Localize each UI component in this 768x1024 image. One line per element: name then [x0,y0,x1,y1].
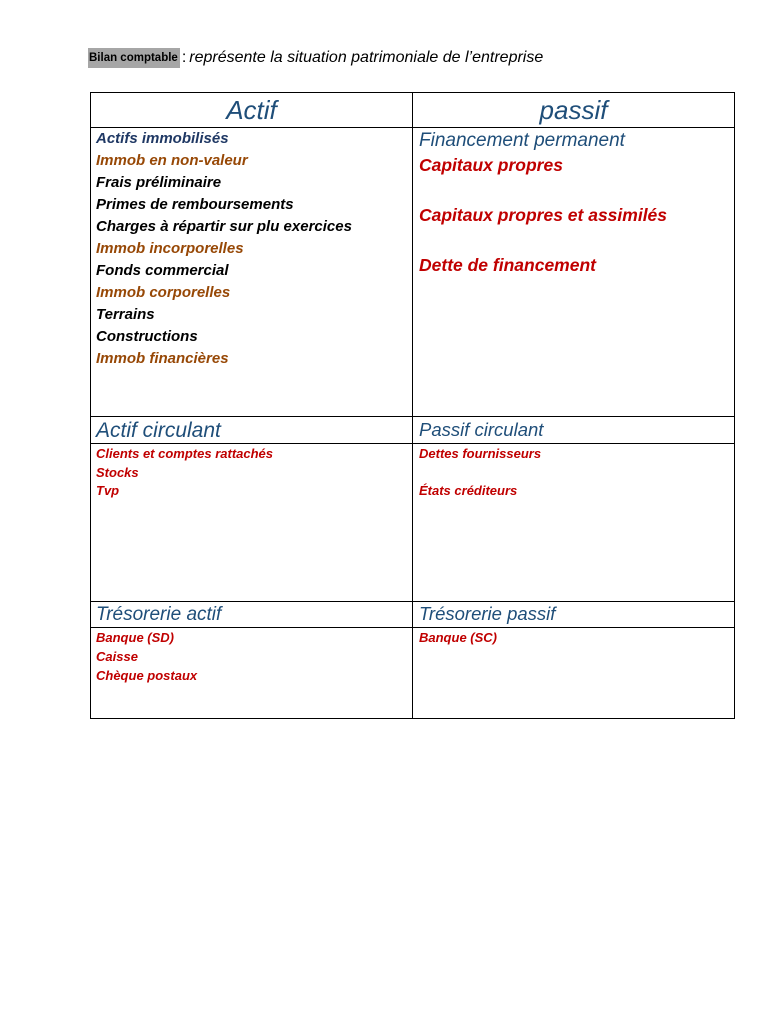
current-liabilities-cell [413,444,734,601]
fixed-assets-cell [91,128,412,416]
treasury-liabilities-title: Trésorerie passif [413,602,734,627]
treasury-liability-line: Banque (SC) [419,630,497,645]
treasury-asset-line: Chèque postaux [96,668,198,683]
permanent-financing-cell [413,128,734,416]
treasury-assets-cell [91,628,412,718]
asset-category: Immob incorporelles [96,240,244,257]
actif-header: Actif [91,93,412,127]
liability-line: Capitaux propres [419,155,563,175]
passif-header: passif [413,93,734,127]
current-asset-line: Tvp [96,483,120,498]
highlighted-term: Bilan comptable [88,48,180,68]
current-liability-line: États créditeurs [419,483,518,498]
asset-category: Immob en non-valeur [96,152,248,169]
asset-line: Charges à répartir sur plu exercices [96,218,352,235]
asset-line: Fonds commercial [96,262,229,279]
asset-category: Immob financières [96,350,229,367]
asset-line: Primes de remboursements [96,196,294,213]
fixed-assets-heading: Actifs immobilisés [96,130,229,147]
balance-sheet-table [90,92,735,719]
treasury-asset-line: Banque (SD) [96,630,174,645]
treasury-asset-line: Caisse [96,649,138,664]
liability-line: Capitaux propres et assimilés [419,205,668,225]
treasury-assets-title: Trésorerie actif [91,602,412,627]
treasury-liabilities-cell [413,628,734,718]
current-asset-line: Stocks [96,464,139,480]
asset-line: Constructions [96,328,198,345]
permanent-financing-title: Financement permanent [419,130,625,151]
intro-separator: : [181,49,187,66]
asset-category: Immob corporelles [96,284,231,301]
asset-line: Terrains [96,306,155,323]
current-asset-line: Clients et comptes rattachés [96,446,274,461]
current-assets-title: Actif circulant [91,417,412,443]
current-liability-line: Dettes fournisseurs [419,446,542,461]
current-liabilities-title: Passif circulant [413,417,734,443]
current-assets-cell [91,444,412,601]
asset-line: Frais préliminaire [96,174,222,191]
intro-line [88,48,543,68]
intro-definition: représente la situation patrimoniale de l’entreprise [189,49,544,66]
liability-line: Dette de financement [419,255,596,275]
